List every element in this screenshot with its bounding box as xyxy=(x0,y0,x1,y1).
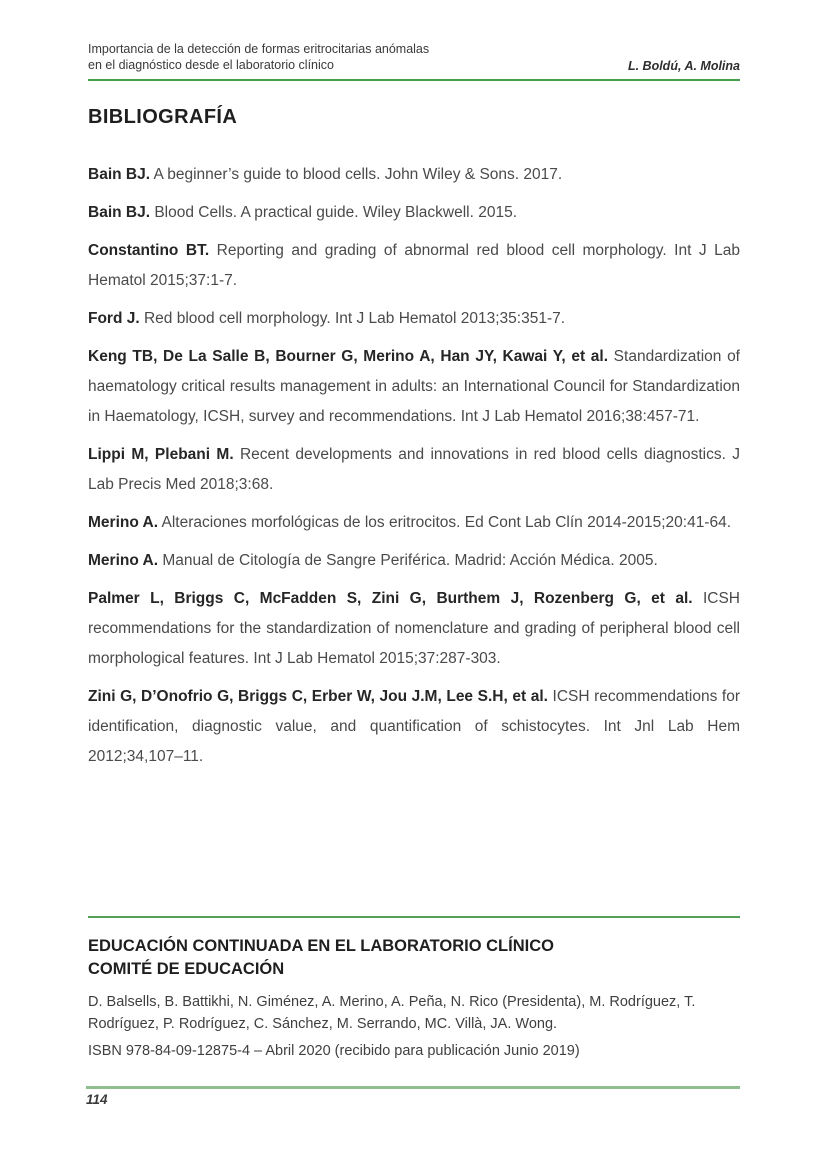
reference-authors: Constantino BT. xyxy=(88,242,210,259)
reference-item xyxy=(88,584,740,674)
references-list xyxy=(88,160,740,772)
education-heading-line2: COMITÉ DE EDUCACIÓN xyxy=(88,960,285,978)
page-foot xyxy=(86,1086,740,1107)
reference-item xyxy=(88,508,740,538)
reference-text: Reporting and grading of abnormal red blood cell morphology. Int J Lab Hematol 2015;37:1-7. xyxy=(88,242,740,289)
reference-item xyxy=(88,682,740,772)
reference-item xyxy=(88,546,740,576)
reference-text: Red blood cell morphology. Int J Lab Hematol 2013;35:351-7. xyxy=(139,310,566,327)
reference-authors: Lippi M, Plebani M. xyxy=(88,446,234,463)
reference-authors: Palmer L, Briggs C, McFadden S, Zini G, Burthem J, Rozenberg G, et al. xyxy=(88,590,693,607)
reference-item xyxy=(88,198,740,228)
reference-item xyxy=(88,236,740,296)
isbn-line: ISBN 978-84-09-12875-4 – Abril 2020 (recibido para publicación Junio 2019) xyxy=(88,1043,580,1059)
reference-text: Alteraciones morfológicas de los eritrocitos. Ed Cont Lab Clín 2014-2015;20:41-64. xyxy=(158,514,732,531)
running-header xyxy=(88,42,740,81)
committee-members: D. Balsells, B. Battikhi, N. Giménez, A. Merino, A. Peña, N. Rico (Presidenta), M. Rodríguez, T. Rodríguez, P. Rodríguez, C. Sánchez, M. Serrando, MC. Villà, JA. Wong. xyxy=(88,994,696,1032)
reference-item xyxy=(88,440,740,500)
running-authors: L. Boldú, A. Molina xyxy=(627,59,740,73)
reference-text: A beginner’s guide to blood cells. John Wiley & Sons. 2017. xyxy=(150,166,563,183)
reference-item xyxy=(88,304,740,334)
reference-authors: Merino A. xyxy=(88,514,159,531)
section-title: BIBLIOGRAFÍA xyxy=(88,106,238,128)
reference-authors: Bain BJ. xyxy=(88,166,151,183)
running-title xyxy=(88,42,429,73)
education-committee-section xyxy=(88,916,740,1059)
education-heading-line1: EDUCACIÓN CONTINUADA EN EL LABORATORIO CLÍNICO xyxy=(88,937,554,955)
reference-text: ICSH recommendations for the standardization of nomenclature and grading of peripheral blood cell morphological features. Int J Lab Hematol 2015;37:287-303. xyxy=(88,590,740,667)
content-column xyxy=(88,42,740,780)
running-title-line1: Importancia de la detección de formas eritrocitarias anómalas xyxy=(88,42,430,56)
page-number: 114 xyxy=(86,1092,108,1107)
reference-authors: Keng TB, De La Salle B, Bourner G, Merino A, Han JY, Kawai Y, et al. xyxy=(88,348,609,365)
running-title-line2: en el diagnóstico desde el laboratorio clínico xyxy=(88,57,334,72)
education-heading xyxy=(88,935,740,981)
reference-authors: Bain BJ. xyxy=(88,204,151,221)
reference-item xyxy=(88,342,740,432)
reference-item xyxy=(88,160,740,190)
reference-authors: Ford J. xyxy=(88,310,140,327)
reference-text: ICSH recommendations for identification, diagnostic value, and quantification of schistocytes. Int Jnl Lab Hem 2012;34,107–11. xyxy=(88,688,740,765)
reference-text: Blood Cells. A practical guide. Wiley Blackwell. 2015. xyxy=(150,204,518,221)
reference-text: Recent developments and innovations in red blood cells diagnostics. J Lab Precis Med 2018;3:68. xyxy=(88,446,740,493)
reference-authors: Zini G, D’Onofrio G, Briggs C, Erber W, Jou J.M, Lee S.H, et al. xyxy=(88,688,548,705)
reference-text: Standardization of haematology critical results management in adults: an International Council for Standardization in Haematology, ICSH, survey and recommendations. Int J Lab Hematol 2016;38:457-71. xyxy=(88,348,740,425)
reference-text: Manual de Citología de Sangre Periférica. Madrid: Acción Médica. 2005. xyxy=(158,552,658,569)
reference-authors: Merino A. xyxy=(88,552,159,569)
